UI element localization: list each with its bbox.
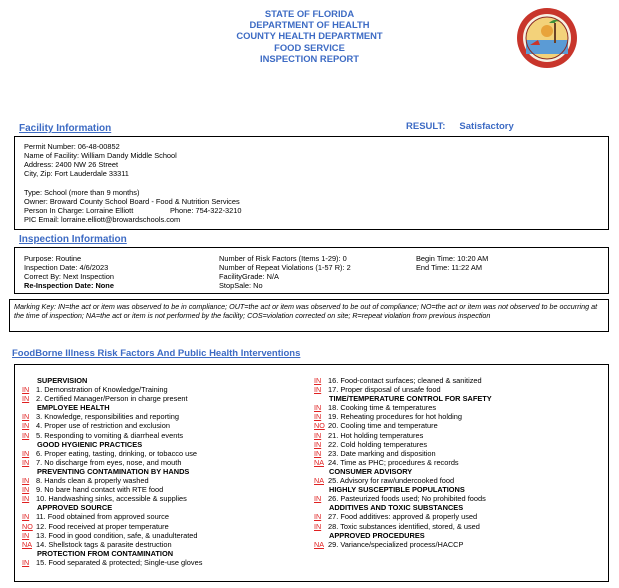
header-line-food-service: FOOD SERVICE	[274, 41, 345, 53]
risk-factor-label: 3. Knowledge, responsibilities and reporting	[36, 412, 179, 422]
risk-factor-item	[22, 431, 202, 440]
compliance-status-badge: IN	[22, 494, 30, 504]
risk-category-heading: SUPERVISION	[37, 376, 88, 385]
compliance-status-badge: IN	[314, 494, 322, 504]
risk-factor-item	[314, 476, 492, 485]
risk-factor-label: 7. No discharge from eyes, nose, and mouth	[36, 457, 182, 467]
risk-factor-label: 14. Shellstock tags & parasite destruction	[36, 539, 172, 549]
facility-type: Type: School (more than 9 months)	[24, 188, 140, 197]
risk-factor-label: 13. Food in good condition, safe, & unadulterated	[36, 530, 198, 540]
compliance-status-badge: NO	[314, 421, 325, 431]
compliance-status-badge: IN	[22, 476, 30, 486]
inspection-purpose: Purpose: Routine	[24, 254, 82, 263]
risk-factor-item	[22, 531, 202, 540]
compliance-status-badge: IN	[314, 412, 322, 422]
risk-factor-label: 15. Food separated & protected; Single-use gloves	[36, 557, 203, 567]
risk-category-heading: PROTECTION FROM CONTAMINATION	[37, 548, 174, 558]
risk-factor-label: 11. Food obtained from approved source	[36, 512, 169, 522]
facility-info-box	[14, 136, 609, 230]
compliance-status-badge: IN	[22, 485, 30, 495]
risk-factor-item	[22, 449, 202, 458]
risk-factor-label: 25. Advisory for raw/undercooked food	[328, 476, 455, 486]
risk-factor-label: 19. Reheating procedures for hot holding	[328, 412, 462, 422]
compliance-status-badge: IN	[22, 530, 30, 540]
risk-factor-label: 20. Cooling time and temperature	[328, 421, 438, 431]
risk-category-heading: ADDITIVES AND TOXIC SUBSTANCES	[329, 503, 464, 513]
compliance-status-badge: NO	[22, 521, 33, 531]
risk-factor-item	[314, 512, 492, 521]
risk-factors-right-column	[314, 376, 492, 549]
risk-factor-item	[314, 458, 492, 467]
compliance-status-badge: IN	[314, 430, 322, 440]
risk-factor-label: 21. Hot holding temperatures	[328, 430, 424, 440]
risk-category-heading: APPROVED PROCEDURES	[329, 530, 425, 540]
risk-factor-item	[22, 421, 202, 430]
inspection-date: Inspection Date: 4/6/2023	[24, 263, 109, 272]
risk-factor-label: 8. Hands clean & properly washed	[36, 476, 149, 486]
risk-factor-label: 12. Food received at proper temperature	[36, 521, 169, 531]
risk-factor-item	[314, 403, 492, 412]
compliance-status-badge: IN	[314, 448, 322, 458]
pic-email: PIC Email: lorraine.elliott@browardschools.com	[24, 215, 181, 224]
begin-time: Begin Time: 10:20 AM	[416, 254, 489, 263]
compliance-status-badge: IN	[22, 512, 30, 522]
risk-factor-item	[22, 412, 202, 421]
facility-owner: Owner: Broward County School Board - Food & Nutrition Services	[24, 197, 240, 206]
risk-factors-left-column	[22, 376, 202, 567]
risk-factor-item	[314, 494, 492, 503]
risk-factor-item	[314, 421, 492, 430]
risk-factor-label: 10. Handwashing sinks, accessible & supplies	[36, 494, 187, 504]
marking-key-text: Marking Key: IN=the act or item was observed to be in compliance; OUT=the act or item was observed to be out of compliance; NO=the act or item was not observed to be occurring at the time of inspection; NA=the act or item is not performed by the facility; COS=violation corrected on site; R=repeat violation from previous inspection	[14, 302, 598, 321]
risk-category-heading: HIGHLY SUSCEPTIBLE POPULATIONS	[329, 485, 465, 495]
risk-factor-label: 27. Food additives: approved & properly used	[328, 512, 478, 522]
risk-factor-item	[22, 485, 202, 494]
compliance-status-badge: NA	[314, 476, 324, 486]
compliance-status-badge: IN	[22, 430, 30, 440]
risk-factor-label: 23. Date marking and disposition	[328, 448, 436, 458]
risk-factor-label: 16. Food-contact surfaces; cleaned & sanitized	[328, 376, 482, 385]
reinspection-date: Re-Inspection Date: None	[24, 281, 114, 290]
header-line-county: COUNTY HEALTH DEPARTMENT	[236, 30, 383, 42]
risk-factor-label: 26. Pasteurized foods used; No prohibited foods	[328, 494, 486, 504]
person-in-charge: Person In Charge: Lorraine Elliott	[24, 206, 134, 215]
facility-address: Address: 2400 NW 26 Street	[24, 160, 119, 169]
compliance-status-badge: IN	[22, 394, 30, 404]
facility-name: Name of Facility: William Dandy Middle School	[24, 151, 177, 160]
inspection-section-heading: Inspection Information	[19, 234, 127, 245]
facility-grade: FacilityGrade: N/A	[219, 272, 279, 281]
risk-factor-item	[22, 385, 202, 394]
risk-factor-item	[22, 512, 202, 521]
pic-phone: Phone: 754-322-3210	[170, 206, 242, 215]
result-label: RESULT:	[406, 121, 446, 132]
compliance-status-badge: IN	[314, 376, 322, 385]
correct-by: Correct By: Next Inspection	[24, 272, 114, 281]
risk-factor-label: 6. Proper eating, tasting, drinking, or tobacco use	[36, 448, 198, 458]
florida-state-seal-icon	[516, 7, 578, 69]
compliance-status-badge: IN	[314, 512, 322, 522]
compliance-status-badge: IN	[314, 403, 322, 413]
compliance-status-badge: NA	[314, 539, 324, 549]
compliance-status-badge: IN	[22, 412, 30, 422]
risk-category-heading: TIME/TEMPERATURE CONTROL FOR SAFETY	[329, 394, 492, 404]
risk-factor-item	[314, 431, 492, 440]
header-line-state: STATE OF FLORIDA	[264, 8, 355, 19]
risk-factor-item	[314, 449, 492, 458]
compliance-status-badge: IN	[314, 439, 322, 449]
compliance-status-badge: IN	[22, 421, 30, 431]
risk-factor-label: 5. Responding to vomiting & diarrheal events	[36, 430, 184, 440]
risk-factor-count: Number of Risk Factors (Items 1-29): 0	[219, 254, 347, 263]
compliance-status-badge: NA	[22, 539, 32, 549]
facility-section-heading: Facility Information	[19, 123, 112, 134]
risk-factor-item	[22, 522, 202, 531]
header-line-report: INSPECTION REPORT	[260, 52, 359, 64]
risk-factor-item	[314, 412, 492, 421]
header-line-department: DEPARTMENT OF HEALTH	[249, 19, 370, 31]
risk-factor-label: 18. Cooking time & temperatures	[328, 403, 437, 413]
risk-factor-label: 4. Proper use of restriction and exclusion	[36, 421, 170, 431]
result-display	[406, 121, 514, 132]
stop-sale: StopSale: No	[219, 281, 263, 290]
repeat-violation-count: Number of Repeat Violations (1-57 R): 2	[219, 263, 351, 272]
risk-factor-item	[22, 394, 202, 403]
risk-factor-item	[22, 494, 202, 503]
compliance-status-badge: IN	[22, 457, 30, 467]
compliance-status-badge: IN	[314, 521, 322, 531]
risk-factor-label: 2. Certified Manager/Person in charge present	[36, 394, 188, 404]
permit-number: Permit Number: 06-48-00852	[24, 142, 120, 151]
compliance-status-badge: IN	[22, 448, 30, 458]
risk-category-heading: CONSUMER ADVISORY	[329, 466, 413, 476]
compliance-status-badge: IN	[22, 557, 30, 567]
risk-factor-label: 29. Variance/specialized process/HACCP	[328, 539, 464, 549]
risk-factor-item	[314, 385, 492, 394]
risk-factor-item	[22, 540, 202, 549]
risk-factor-item	[314, 540, 492, 549]
risk-factors-heading: FoodBorne Illness Risk Factors And Public Health Interventions	[12, 348, 301, 359]
risk-category-heading: APPROVED SOURCE	[37, 503, 113, 513]
risk-factor-label: 24. Time as PHC; procedures & records	[328, 457, 459, 467]
risk-category-heading: PREVENTING CONTAMINATION BY HANDS	[37, 466, 190, 476]
risk-factor-label: 28. Toxic substances identified, stored, & used	[328, 521, 480, 531]
result-value: Satisfactory	[459, 121, 514, 132]
risk-category-heading: EMPLOYEE HEALTH	[37, 403, 110, 413]
end-time: End Time: 11:22 AM	[416, 263, 483, 272]
risk-factor-label: 17. Proper disposal of unsafe food	[328, 385, 441, 395]
inspection-info-box	[14, 247, 609, 294]
facility-city-zip: City, Zip: Fort Lauderdale 33311	[24, 169, 129, 178]
risk-factor-label: 9. No bare hand contact with RTE food	[36, 485, 164, 495]
risk-category-heading: GOOD HYGIENIC PRACTICES	[37, 439, 143, 449]
risk-factor-item	[22, 458, 202, 467]
risk-factor-item	[314, 376, 492, 385]
compliance-status-badge: NA	[314, 457, 324, 467]
risk-factor-label: 1. Demonstration of Knowledge/Training	[36, 385, 168, 395]
compliance-status-badge: IN	[314, 385, 322, 395]
risk-factor-label: 22. Cold holding temperatures	[328, 439, 428, 449]
risk-factor-item	[22, 476, 202, 485]
risk-factor-item	[314, 440, 492, 449]
risk-factor-item	[314, 522, 492, 531]
compliance-status-badge: IN	[22, 385, 30, 395]
risk-factor-item	[22, 558, 202, 567]
